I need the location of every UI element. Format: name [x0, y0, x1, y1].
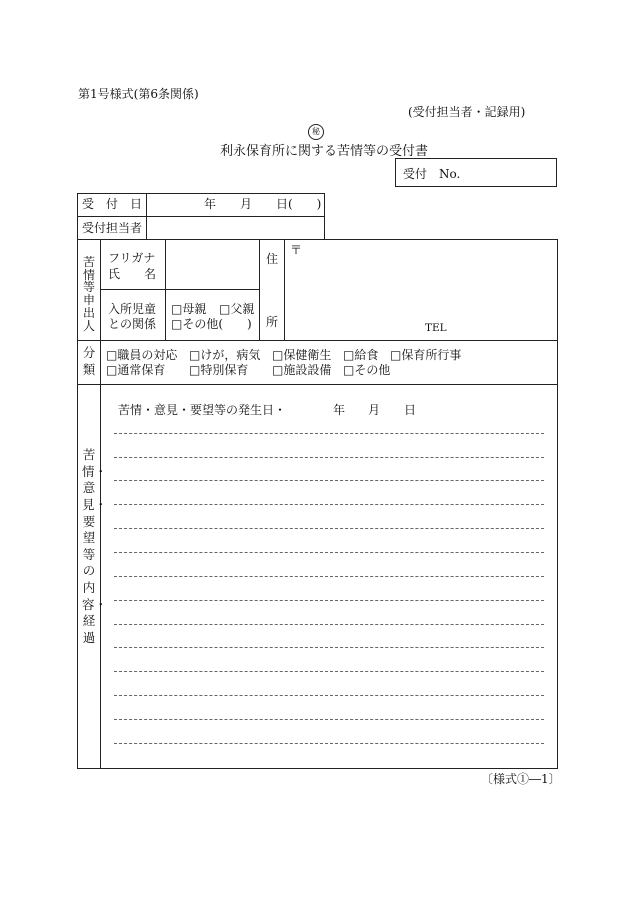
name-label: 氏 名 — [108, 267, 157, 281]
receipt-number-box[interactable] — [395, 158, 557, 187]
content-writing-area[interactable] — [102, 420, 556, 750]
writing-line — [114, 671, 544, 672]
option-mother-checkbox[interactable]: □母親 — [171, 302, 207, 316]
address-label-2: 所 — [266, 315, 279, 329]
class-other-checkbox[interactable]: □その他 — [343, 363, 391, 377]
address-label-1: 住 — [266, 252, 279, 266]
writing-line — [114, 647, 544, 648]
page-title: 利永保育所に関する苦情等の受付書 — [220, 144, 429, 159]
writing-line — [114, 457, 544, 458]
complainant-section-label: 苦情等申出人 — [82, 255, 95, 333]
name-field[interactable] — [167, 241, 257, 287]
confidential-seal-icon: 秘 — [308, 124, 324, 140]
classification-section-label: 分類 — [82, 345, 96, 377]
writing-line — [114, 504, 544, 505]
writing-line — [114, 433, 544, 434]
reception-date-field[interactable]: 年 月 日( ) — [204, 197, 322, 211]
writing-line — [114, 695, 544, 696]
class-events-checkbox[interactable]: □保育所行事 — [390, 348, 462, 362]
writing-line — [114, 552, 544, 553]
reception-staff-label: 受付担当者 — [82, 221, 143, 235]
option-father-checkbox[interactable]: □父親 — [219, 302, 255, 316]
relation-label-1: 入所児童 — [108, 302, 157, 316]
writing-line — [114, 576, 544, 577]
usage-note: (受付担当者・記録用) — [408, 105, 526, 119]
relation-label-2: との関係 — [108, 317, 157, 331]
occurrence-date-day: 日 — [404, 403, 417, 417]
writing-line — [114, 600, 544, 601]
option-other-checkbox[interactable]: □その他( ) — [171, 317, 252, 331]
form-footer: 〔様式①―1〕 — [481, 772, 561, 786]
receipt-number-label: 受付 No. — [403, 167, 461, 181]
writing-line — [114, 719, 544, 720]
address-field[interactable] — [286, 241, 556, 339]
writing-line — [114, 743, 544, 744]
class-hygiene-checkbox[interactable]: □保健衛生 — [272, 348, 332, 362]
form-number: 第1号様式(第6条関係) — [78, 87, 199, 101]
class-meals-checkbox[interactable]: □給食 — [343, 348, 379, 362]
reception-staff-field[interactable] — [148, 218, 323, 238]
postal-mark: 〒 — [290, 243, 303, 257]
reception-date-label: 受 付 日 — [82, 197, 143, 211]
class-injury-illness-checkbox[interactable]: □けが，病気 — [189, 348, 261, 362]
occurrence-date-month: 月 — [368, 403, 381, 417]
writing-line — [114, 624, 544, 625]
class-facilities-checkbox[interactable]: □施設設備 — [272, 363, 332, 377]
occurrence-date-label: 苦情・意見・要望等の発生日・ — [118, 403, 287, 417]
tel-label: TEL — [425, 322, 447, 334]
furigana-label: フリガナ — [108, 251, 156, 265]
class-special-care-checkbox[interactable]: □特別保育 — [189, 363, 249, 377]
occurrence-date-year: 年 — [333, 403, 346, 417]
writing-line — [114, 528, 544, 529]
class-staff-response-checkbox[interactable]: □職員の対応 — [106, 348, 178, 362]
writing-line — [114, 480, 544, 481]
class-regular-care-checkbox[interactable]: □通常保育 — [106, 363, 166, 377]
content-section-label: 苦情・意見・要望等の内容・経過 — [82, 447, 108, 645]
